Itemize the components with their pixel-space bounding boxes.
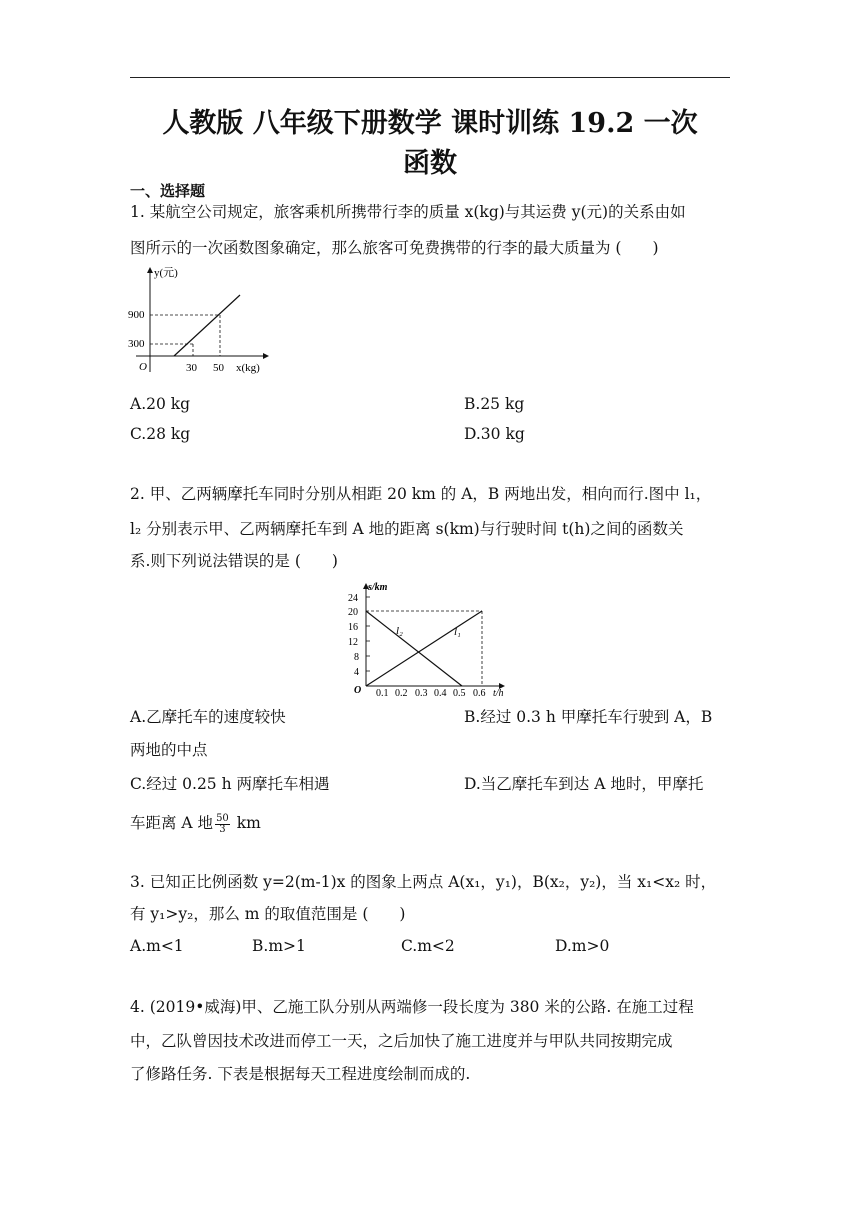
q2-graph-ytick-8: 8 [354, 652, 359, 663]
q1-graph-xlabel: x(kg) [236, 362, 260, 374]
fraction [215, 814, 230, 835]
q2-graph-xtick-0.5: 0.5 [453, 688, 466, 699]
q2-graph-xtick-0.4: 0.4 [434, 688, 447, 699]
q2-graph-xlabel: t/h [493, 688, 504, 699]
q2-option-c: C.经过 0.25 h 两摩托车相遇 [130, 775, 330, 793]
q1-graph-xtick-30: 30 [186, 362, 197, 374]
q2-graph-xtick-0.2: 0.2 [395, 688, 408, 699]
q2-graph-label-l2: l₂ [396, 625, 403, 637]
q1-graph-ytick-900: 900 [128, 309, 145, 321]
page-title: 人教版 八年级下册数学 课时训练 19.2 一次 [162, 108, 698, 139]
header-rule [130, 77, 730, 78]
q2-text-line1: 2. 甲、乙两辆摩托车同时分别从相距 20 km 的 A，B 两地出发，相向而行.图中 l₁， [130, 485, 712, 503]
q2-graph-xtick-0.3: 0.3 [415, 688, 428, 699]
q2-option-d-cont [130, 812, 261, 835]
q2-option-b: B.经过 0.3 h 甲摩托车行驶到 A，B [464, 708, 713, 726]
q1-option-c: C.28 kg [130, 425, 191, 443]
q2-option-a: A.乙摩托车的速度较快 [130, 708, 286, 726]
q1-graph-ytick-300: 300 [128, 338, 145, 350]
q3-option-d: D.m>0 [555, 937, 610, 955]
q4-text-line2: 中，乙队曾因技术改进而停工一天，之后加快了施工进度并与甲队共同按期完成 [130, 1032, 673, 1050]
q2-graph-label-l1: l₁ [454, 626, 461, 638]
q3-option-b: B.m>1 [252, 937, 306, 955]
q1-graph-origin: O [139, 361, 147, 373]
q2-option-b-cont: 两地的中点 [130, 741, 208, 759]
q2-graph [336, 580, 516, 700]
q2-graph-xtick-0.1: 0.1 [376, 688, 389, 699]
fraction-numerator: 50 [216, 812, 229, 824]
q2-option-d-prefix: 车距离 A 地 [130, 814, 214, 832]
page-title-continued: 函数 [403, 148, 457, 179]
q2-graph-ytick-20: 20 [348, 607, 358, 618]
q2-text-line2: l₂ 分别表示甲、乙两辆摩托车到 A 地的距离 s(km)与行驶时间 t(h)之间的函数关 [130, 520, 684, 538]
q2-graph-ytick-24: 24 [348, 593, 358, 604]
q2-graph-origin: O [354, 685, 362, 696]
q1-graph [128, 262, 278, 380]
q1-graph-xtick-50: 50 [213, 362, 224, 374]
q2-text-line3: 系.则下列说法错误的是 ( ) [130, 552, 338, 570]
q1-option-b: B.25 kg [464, 395, 525, 413]
q2-option-d-suffix: km [231, 814, 261, 832]
q2-graph-ytick-4: 4 [354, 667, 359, 678]
section-heading: 一、选择题 [130, 182, 206, 200]
q1-text-line1: 1. 某航空公司规定，旅客乘机所携带行李的质量 x(kg)与其运费 y(元)的关系由如 [130, 203, 686, 221]
q1-text-line2: 图所示的一次函数图象确定，那么旅客可免费携带的行李的最大质量为 ( ) [130, 239, 659, 257]
q3-text-line2: 有 y₁>y₂，那么 m 的取值范围是 ( ) [130, 905, 406, 923]
q1-graph-ylabel: y(元) [154, 267, 178, 279]
q2-graph-xtick-0.6: 0.6 [473, 688, 486, 699]
q2-graph-ytick-12: 12 [348, 637, 358, 648]
q1-option-a: A.20 kg [130, 395, 191, 413]
q3-text-line1: 3. 已知正比例函数 y=2(m-1)x 的图象上两点 A(x₁，y₁)，B(x₂，y₂)，当 x₁<x₂ 时， [130, 873, 717, 891]
q2-option-d: D.当乙摩托车到达 A 地时，甲摩托 [464, 775, 704, 793]
q2-graph-ytick-16: 16 [348, 622, 358, 633]
q3-option-a: A.m<1 [130, 937, 184, 955]
q4-text-line1: 4. (2019•威海)甲、乙施工队分别从两端修一段长度为 380 米的公路. 在施工过程 [130, 998, 694, 1016]
q4-text-line3: 了修路任务. 下表是根据每天工程进度绘制而成的. [130, 1065, 471, 1083]
q1-option-d: D.30 kg [464, 425, 525, 443]
q3-option-c: C.m<2 [401, 937, 455, 955]
fraction-denominator: 3 [219, 823, 226, 835]
q2-graph-ylabel: s/km [368, 582, 388, 593]
